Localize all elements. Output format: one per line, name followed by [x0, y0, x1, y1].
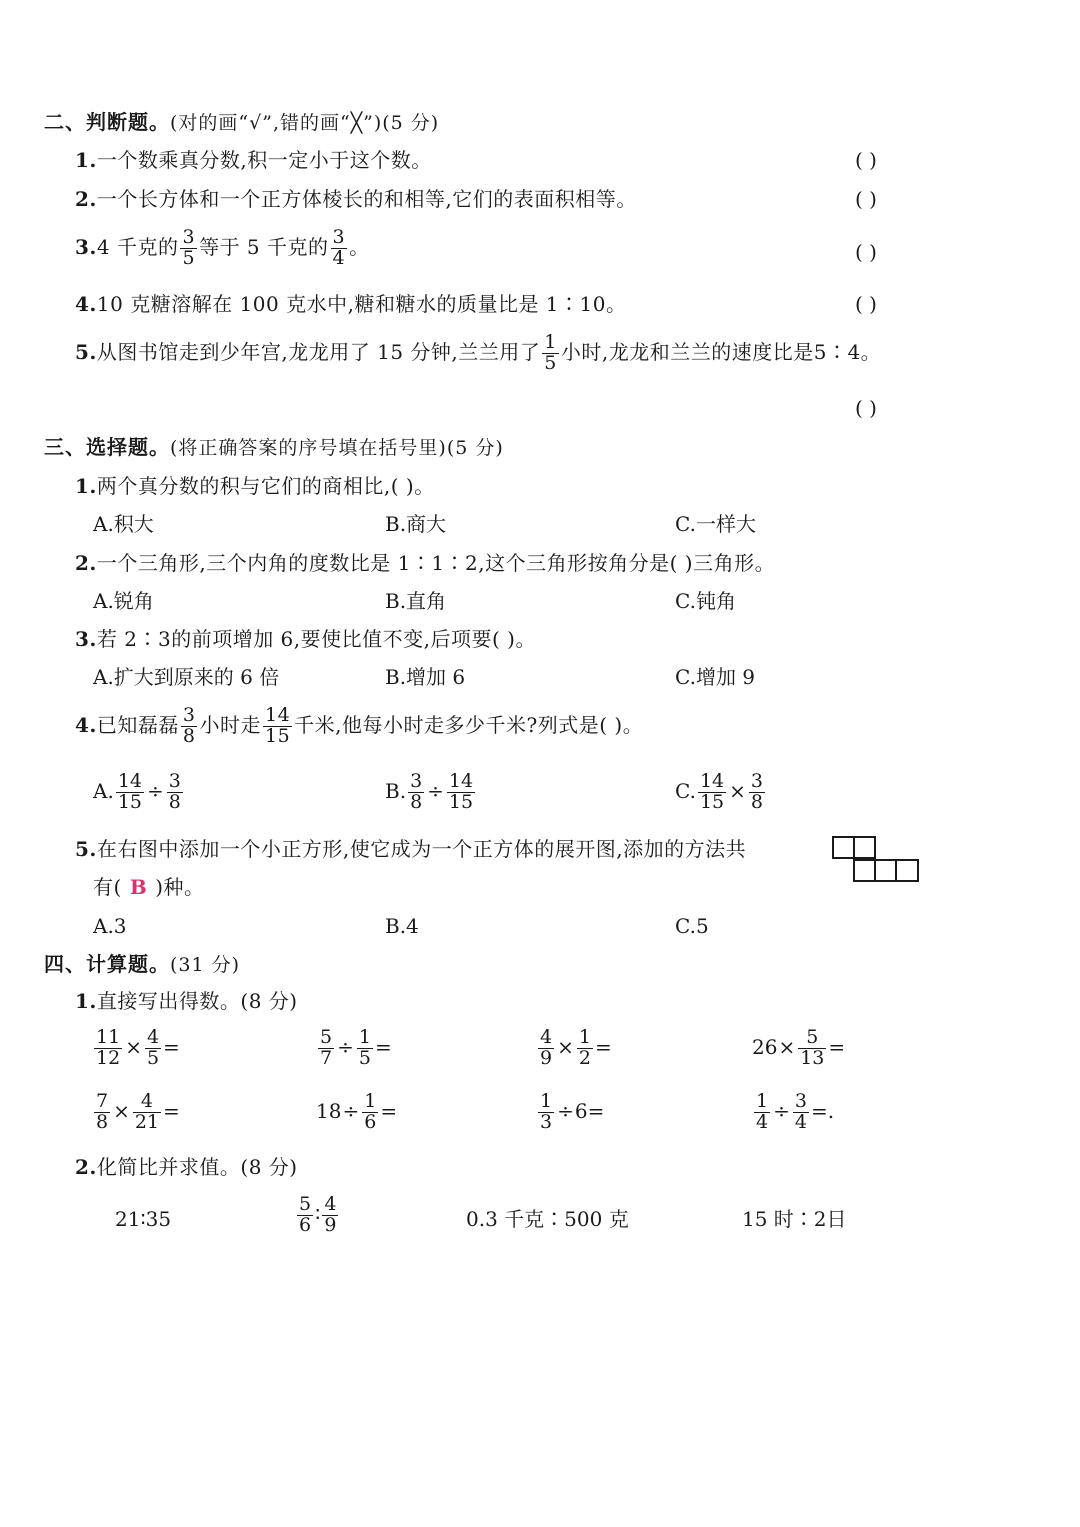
- ratio-item: $\frac{5}{6}$ ∶ $\frac{4}{9}$: [299, 1193, 337, 1236]
- choice-q1: 1.两个真分数的积与它们的商相比,( )。: [75, 474, 435, 498]
- answer-blank[interactable]: ( ): [855, 187, 877, 211]
- option-a[interactable]: A.扩大到原来的 6 倍: [93, 665, 280, 689]
- judge-q2: 2.一个长方体和一个正方体棱长的和相等,它们的表面积相等。: [75, 187, 637, 211]
- fraction: $\frac{14}{15}$: [264, 704, 291, 747]
- option-b[interactable]: B. $\frac{3}{8}$ ÷ $\frac{14}{15}$: [385, 770, 474, 813]
- cube-net-icon: [832, 836, 922, 884]
- section-3-title: 三、选择题。(将正确答案的序号填在括号里)(5 分): [44, 435, 504, 459]
- ratio-item: 21∶35: [115, 1207, 172, 1231]
- calc-p1-title: 1.直接写出得数。(8 分): [75, 989, 298, 1013]
- choice-q3: 3.若 2∶3的前项增加 6,要使比值不变,后项要( )。: [75, 627, 536, 651]
- fraction: $\frac{3}{5}$: [182, 226, 196, 269]
- choice-q5: 5.在右图中添加一个小正方形,使它成为一个正方体的展开图,添加的方法共: [75, 837, 747, 861]
- answer-blank[interactable]: ( ): [855, 292, 877, 316]
- fraction: $\frac{1}{5}$: [544, 331, 557, 374]
- calc-item: $\frac{11}{12}$ × $\frac{4}{5}$ =: [96, 1026, 180, 1069]
- option-c[interactable]: C. $\frac{14}{15}$ × $\frac{3}{8}$: [675, 770, 763, 813]
- answer-blank[interactable]: ( ): [855, 240, 877, 264]
- calc-item: $\frac{1}{4}$ ÷ $\frac{3}{4}$ =.: [756, 1090, 835, 1133]
- calc-item: $\frac{4}{9}$ × $\frac{1}{2}$ =: [540, 1026, 612, 1069]
- calc-p2-title: 2.化简比并求值。(8 分): [75, 1155, 298, 1179]
- judge-q3: 3.4 千克的 $\frac{3}{5}$ 等于 5 千克的 $\frac{3}{4}$ 。: [75, 226, 370, 269]
- calc-item: $\frac{5}{7}$ ÷ $\frac{1}{5}$ =: [320, 1026, 392, 1069]
- choice-q4: 4.已知磊磊 $\frac{3}{8}$ 小时走 $\frac{14}{15}$ 千米,他每小时走多少千米?列式是( )。: [75, 704, 644, 747]
- calc-item: $\frac{1}{3}$ ÷6=: [540, 1090, 605, 1133]
- ratio-item: 15 时∶2日: [742, 1207, 847, 1231]
- answer-blank[interactable]: ( ): [855, 148, 877, 172]
- option-c[interactable]: C.5: [675, 914, 709, 938]
- judge-q1: 1.一个数乘真分数,积一定小于这个数。: [75, 148, 432, 172]
- option-b[interactable]: B.4: [385, 914, 419, 938]
- cube-net-figure: [832, 836, 922, 884]
- option-b[interactable]: B.增加 6: [385, 665, 466, 689]
- calc-item: 26× $\frac{5}{13}$ =: [752, 1026, 846, 1069]
- option-a[interactable]: A.锐角: [93, 589, 154, 613]
- option-b[interactable]: B.商大: [385, 512, 447, 536]
- option-a[interactable]: A. $\frac{14}{15}$ ÷ $\frac{3}{8}$: [93, 770, 181, 813]
- choice-q5-line2: 有( B )种。: [93, 875, 205, 899]
- calc-item: $\frac{7}{8}$ × $\frac{4}{21}$ =: [96, 1090, 180, 1133]
- ratio-item: 0.3 千克∶500 克: [466, 1207, 629, 1231]
- fraction: $\frac{3}{4}$: [332, 226, 346, 269]
- answer-blank[interactable]: ( ): [855, 396, 877, 420]
- fraction: $\frac{3}{8}$: [182, 704, 196, 747]
- choice-q2: 2.一个三角形,三个内角的度数比是 1∶1∶2,这个三角形按角分是( )三角形。: [75, 551, 776, 575]
- option-a[interactable]: A.积大: [93, 512, 154, 536]
- section-4-title: 四、计算题。(31 分): [44, 952, 241, 976]
- option-c[interactable]: C.钝角: [675, 589, 736, 613]
- option-a[interactable]: A.3: [93, 914, 127, 938]
- calc-item: 18÷ $\frac{1}{6}$ =: [316, 1090, 398, 1133]
- judge-q4: 4.10 克糖溶解在 100 克水中,糖和糖水的质量比是 1∶10。: [75, 292, 627, 316]
- judge-q5: 5.从图书馆走到少年宫,龙龙用了 15 分钟,兰兰用了 $\frac{1}{5}$ 小时,龙龙和兰兰的速度比是5∶4。: [75, 331, 882, 374]
- option-c[interactable]: C.增加 9: [675, 665, 756, 689]
- filled-answer: B: [129, 875, 148, 899]
- option-b[interactable]: B.直角: [385, 589, 447, 613]
- section-2-title: 二、判断题。(对的画“√”,错的画“╳”)(5 分): [44, 110, 440, 134]
- option-c[interactable]: C.一样大: [675, 512, 756, 536]
